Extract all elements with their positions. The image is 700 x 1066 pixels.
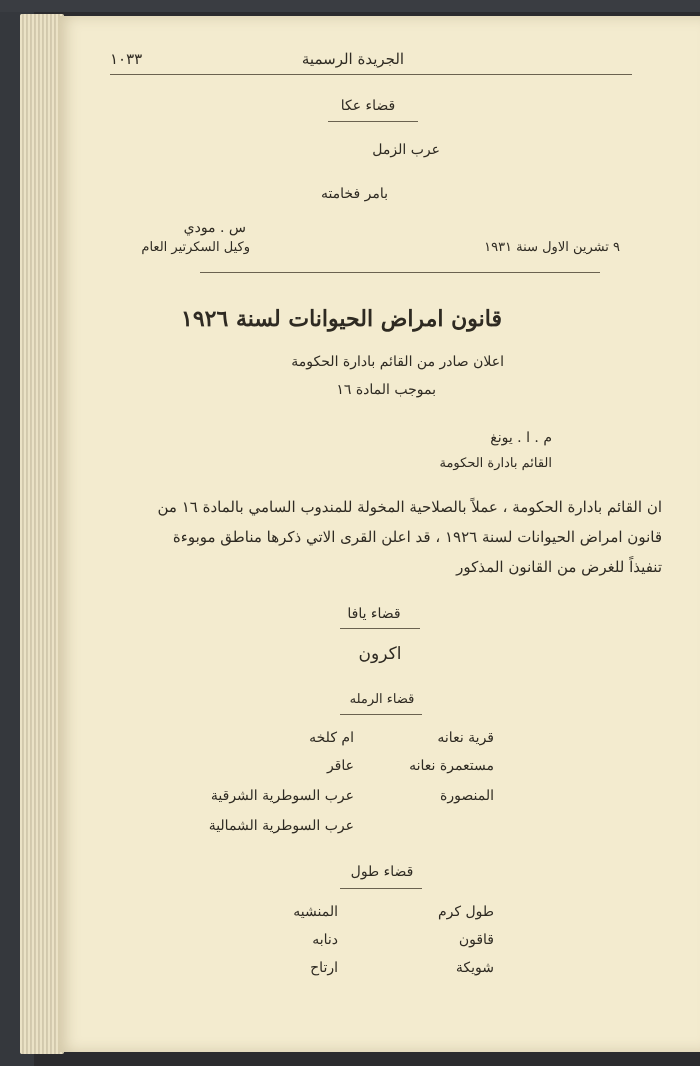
header-title: الجريدة الرسمية bbox=[301, 50, 405, 68]
notice-date: ٩ تشرين الاول سنة ١٩٣١ bbox=[484, 240, 620, 255]
jaffa-place: اكرون bbox=[358, 644, 402, 664]
tulkarm-village: ارتاح bbox=[310, 960, 338, 976]
tulkarm-village: قاقون bbox=[458, 932, 494, 948]
law-signer-name: م . ا . يونغ bbox=[490, 430, 552, 446]
ramleh-village: ام كلخه bbox=[309, 730, 354, 746]
ramleh-village: مستعمرة نعانه bbox=[409, 758, 494, 774]
law-body-line-1: ان القائم بادارة الحكومة ، عملاً بالصلاحية المخولة للمندوب السامي بالمادة ١٦ من bbox=[157, 498, 662, 516]
district-underline-tulkarm bbox=[340, 888, 422, 889]
header-rule bbox=[110, 74, 632, 75]
book-cover-top bbox=[0, 0, 700, 12]
ramleh-village: عرب السوطرية الشمالية bbox=[208, 818, 354, 834]
tulkarm-village: طول كرم bbox=[437, 904, 494, 920]
district-heading-tulkarm: قضاء طول bbox=[350, 864, 414, 880]
order-line: بامر فخامته bbox=[320, 186, 388, 202]
section-rule bbox=[200, 272, 600, 273]
tulkarm-village: المنشيه bbox=[293, 904, 338, 920]
law-signer-title: القائم بادارة الحكومة bbox=[439, 456, 552, 471]
district-underline-ramleh bbox=[340, 714, 422, 715]
page bbox=[58, 16, 700, 1052]
signatory-title: وكيل السكرتير العام bbox=[141, 240, 250, 255]
law-body-line-2: قانون امراض الحيوانات لسنة ١٩٢٦ ، قد اعلن القرى الاتي ذكرها مناطق موبوءة bbox=[172, 528, 662, 546]
ramleh-village: عرب السوطرية الشرقية bbox=[210, 788, 354, 804]
district-underline-acre bbox=[328, 121, 418, 122]
law-subtitle: اعلان صادر من القائم بادارة الحكومة bbox=[291, 354, 504, 370]
district-heading-acre: قضاء عكا bbox=[340, 98, 396, 114]
district-heading-ramleh: قضاء الرمله bbox=[349, 692, 415, 707]
law-body-line-3: تنفيذاً للغرض من القانون المذكور bbox=[456, 558, 662, 576]
signatory-name: س . مودي bbox=[183, 220, 246, 236]
tulkarm-village: شويكة bbox=[455, 960, 494, 976]
ramleh-village: المنصورة bbox=[440, 788, 494, 804]
ramleh-village: قرية نعانه bbox=[437, 730, 494, 746]
district-heading-jaffa: قضاء يافا bbox=[347, 606, 401, 622]
law-article: بموجب المادة ١٦ bbox=[336, 382, 436, 398]
page-number: ١٠٣٣ bbox=[110, 50, 143, 68]
village-name: عرب الزمل bbox=[372, 142, 440, 158]
law-title: قانون امراض الحيوانات لسنة ١٩٢٦ bbox=[181, 306, 502, 332]
tulkarm-village: دنابه bbox=[312, 932, 338, 948]
ramleh-village: عاقر bbox=[326, 758, 354, 774]
district-underline-jaffa bbox=[340, 628, 420, 629]
